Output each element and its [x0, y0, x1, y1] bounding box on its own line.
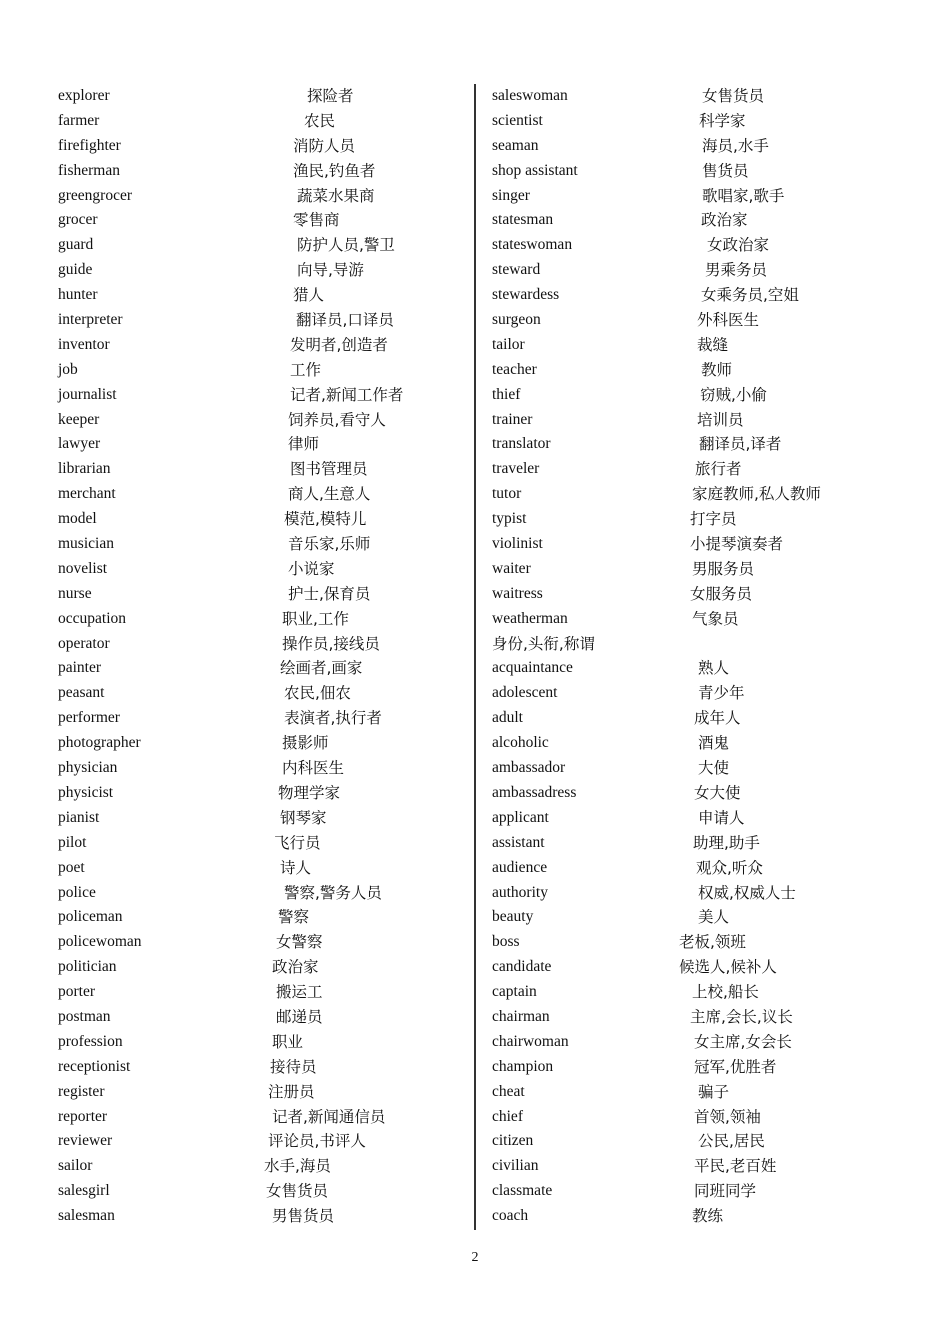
chinese-translation: 女服务员	[690, 584, 753, 603]
vocab-row	[58, 258, 468, 283]
chinese-translation: 男服务员	[692, 559, 755, 578]
english-term: adult	[492, 709, 523, 727]
vocab-row	[58, 507, 468, 532]
chinese-translation: 零售商	[293, 211, 340, 230]
english-term: job	[58, 360, 78, 378]
vocab-row	[492, 233, 892, 258]
chinese-translation: 女售货员	[702, 87, 765, 105]
chinese-translation: 搬运工	[276, 983, 323, 1002]
chinese-translation: 培训员	[697, 410, 744, 429]
chinese-translation: 男乘务员	[705, 261, 768, 280]
vocab-row	[492, 507, 892, 532]
vocab-row	[492, 681, 892, 706]
vocab-row	[492, 482, 892, 507]
chinese-translation: 平民,老百姓	[694, 1157, 777, 1176]
english-term: policewoman	[58, 933, 142, 951]
english-term: stewardess	[492, 286, 560, 304]
chinese-translation: 翻译员,译者	[699, 435, 782, 454]
english-term: physicist	[58, 783, 114, 801]
chinese-translation: 内科医生	[282, 759, 345, 778]
vocab-row	[58, 109, 468, 134]
english-term: merchant	[58, 485, 116, 503]
english-term: occupation	[58, 609, 127, 627]
english-term: nurse	[58, 584, 92, 602]
vocab-row	[492, 358, 892, 383]
english-term: performer	[58, 709, 120, 727]
vocab-row	[58, 283, 468, 308]
vocab-row	[58, 955, 468, 980]
vocab-row	[492, 1055, 892, 1080]
vocab-row	[492, 1129, 892, 1154]
english-term: pianist	[58, 808, 100, 826]
vocab-row	[492, 109, 892, 134]
english-term: lawyer	[58, 435, 101, 453]
chinese-translation: 记者,新闻工作者	[290, 385, 404, 404]
chinese-translation: 打字员	[690, 510, 737, 529]
english-term: candidate	[492, 958, 552, 976]
page-number: 2	[471, 1250, 479, 1265]
chinese-translation: 猎人	[293, 286, 325, 305]
english-term: porter	[58, 983, 96, 1001]
english-term: guide	[58, 261, 93, 279]
chinese-translation: 接待员	[270, 1057, 317, 1076]
english-term: poet	[58, 858, 85, 876]
vocab-row	[58, 159, 468, 184]
vocab-row	[492, 980, 892, 1005]
english-term: model	[58, 510, 97, 528]
vocab-row	[492, 1154, 892, 1179]
chinese-translation: 表演者,执行者	[284, 709, 382, 728]
english-term: librarian	[58, 460, 111, 478]
right-column	[492, 84, 892, 1229]
vocab-row	[58, 457, 468, 482]
english-term: cheat	[492, 1082, 525, 1100]
english-term: waitress	[492, 584, 543, 602]
chinese-translation: 骗子	[698, 1082, 730, 1101]
vocab-row	[58, 656, 468, 681]
vocab-row	[58, 607, 468, 632]
english-term: violinist	[492, 535, 543, 553]
english-term: grocer	[58, 211, 98, 229]
english-term: ambassadress	[492, 783, 577, 801]
english-term: pilot	[58, 833, 87, 851]
english-term: physician	[58, 759, 118, 777]
english-term: chairwoman	[492, 1032, 569, 1050]
chinese-translation: 女大使	[694, 783, 741, 802]
english-term: explorer	[58, 87, 110, 104]
chinese-translation: 商人,生意人	[288, 485, 371, 504]
vocab-row	[492, 756, 892, 781]
english-term: authority	[492, 883, 548, 901]
chinese-translation: 公民,居民	[698, 1132, 765, 1151]
english-term: chairman	[492, 1007, 550, 1025]
chinese-translation: 小说家	[288, 559, 335, 578]
vocab-row	[58, 881, 468, 906]
vocab-row	[492, 333, 892, 358]
chinese-translation: 记者,新闻通信员	[272, 1107, 386, 1126]
chinese-translation: 飞行员	[274, 833, 321, 852]
english-term: scientist	[492, 111, 543, 129]
vocab-row	[492, 532, 892, 557]
chinese-translation: 裁缝	[697, 335, 729, 354]
chinese-translation: 绘画者,画家	[280, 659, 363, 678]
chinese-translation: 权威,权威人士	[698, 883, 796, 902]
english-term: waiter	[492, 559, 531, 577]
vocab-row	[492, 781, 892, 806]
left-column	[58, 84, 468, 1229]
english-term: policeman	[58, 908, 123, 926]
english-term: applicant	[492, 808, 549, 826]
chinese-translation: 歌唱家,歌手	[702, 186, 785, 205]
vocab-row	[58, 383, 468, 408]
english-term: register	[58, 1082, 105, 1100]
chinese-translation: 探险者	[307, 87, 354, 105]
vocab-row	[492, 905, 892, 930]
vocab-row	[58, 482, 468, 507]
vocab-row	[58, 184, 468, 209]
chinese-translation: 首领,领袖	[694, 1107, 761, 1126]
chinese-translation: 女警察	[276, 933, 323, 952]
english-term: reviewer	[58, 1132, 113, 1150]
chinese-translation: 政治家	[701, 211, 748, 230]
vocab-row	[492, 731, 892, 756]
vocab-row	[492, 1080, 892, 1105]
chinese-translation: 诗人	[280, 858, 312, 877]
english-term: salesgirl	[58, 1182, 110, 1200]
vocab-row	[492, 1105, 892, 1130]
chinese-translation: 防护人员,警卫	[297, 236, 395, 255]
vocab-row	[58, 532, 468, 557]
vocab-row	[58, 582, 468, 607]
chinese-translation: 美人	[698, 908, 730, 927]
vocab-row	[58, 706, 468, 731]
chinese-translation: 操作员,接线员	[282, 634, 380, 653]
english-term: fisherman	[58, 161, 120, 179]
english-term: saleswoman	[492, 87, 568, 104]
english-term: hunter	[58, 286, 98, 304]
column-divider	[474, 84, 476, 1230]
english-term: surgeon	[492, 311, 541, 329]
vocab-row	[492, 134, 892, 159]
vocab-row	[58, 731, 468, 756]
chinese-translation: 警察,警务人员	[284, 883, 382, 902]
chinese-translation: 主席,会长,议长	[690, 1007, 793, 1026]
chinese-translation: 冠军,优胜者	[694, 1057, 777, 1076]
english-term: thief	[492, 385, 521, 403]
vocab-row	[492, 831, 892, 856]
english-term: citizen	[492, 1132, 534, 1150]
english-term: stateswoman	[492, 236, 573, 254]
vocab-row	[492, 283, 892, 308]
chinese-translation: 发明者,创造者	[290, 335, 388, 354]
english-term: musician	[58, 535, 114, 553]
vocab-row	[58, 358, 468, 383]
english-term: guard	[58, 236, 94, 254]
vocab-row	[58, 681, 468, 706]
chinese-translation: 女售货员	[266, 1182, 329, 1201]
chinese-translation: 工作	[290, 360, 322, 379]
vocab-row	[492, 806, 892, 831]
chinese-translation: 男售货员	[272, 1207, 335, 1226]
chinese-translation: 农民	[304, 111, 336, 130]
chinese-translation: 评论员,书评人	[268, 1132, 366, 1151]
vocab-row	[58, 831, 468, 856]
vocab-row	[58, 806, 468, 831]
chinese-translation: 窃贼,小偷	[700, 385, 767, 404]
vocab-row	[58, 308, 468, 333]
english-term: ambassador	[492, 759, 566, 777]
vocab-row	[492, 408, 892, 433]
chinese-translation: 律师	[288, 435, 320, 454]
chinese-translation: 教练	[692, 1207, 724, 1226]
vocab-row	[58, 333, 468, 358]
chinese-translation: 成年人	[694, 709, 741, 728]
english-term: shop assistant	[492, 161, 578, 179]
english-term: tailor	[492, 335, 525, 353]
chinese-translation: 钢琴家	[280, 808, 327, 827]
chinese-translation: 熟人	[698, 659, 730, 678]
english-term: translator	[492, 435, 551, 453]
english-term: sailor	[58, 1157, 93, 1175]
chinese-translation: 候选人,候补人	[679, 958, 777, 977]
vocab-row	[492, 1204, 892, 1229]
chinese-translation: 海员,水手	[702, 136, 769, 155]
vocab-row	[492, 930, 892, 955]
chinese-translation: 科学家	[699, 111, 746, 130]
chinese-translation: 邮递员	[276, 1007, 323, 1026]
vocab-row	[492, 159, 892, 184]
english-term: weatherman	[492, 609, 568, 627]
chinese-translation: 模范,模特儿	[284, 510, 367, 529]
english-term: interpreter	[58, 311, 123, 329]
vocab-row	[58, 1154, 468, 1179]
english-term: chief	[492, 1107, 523, 1125]
vocab-row	[58, 1179, 468, 1204]
vocab-row	[58, 756, 468, 781]
chinese-translation: 渔民,钓鱼者	[293, 161, 376, 180]
english-term: operator	[58, 634, 110, 652]
chinese-translation: 观众,听众	[696, 858, 763, 877]
vocab-row	[58, 557, 468, 582]
english-term: journalist	[58, 385, 117, 403]
english-term: boss	[492, 933, 520, 951]
vocab-row	[492, 84, 892, 109]
english-term: teacher	[492, 360, 537, 378]
english-term: photographer	[58, 734, 141, 752]
vocab-row	[492, 656, 892, 681]
section-header-row	[492, 632, 892, 657]
vocab-row	[492, 706, 892, 731]
chinese-translation: 女政治家	[707, 236, 770, 255]
chinese-translation: 酒鬼	[698, 734, 730, 753]
english-term: trainer	[492, 410, 533, 428]
vocab-row	[492, 308, 892, 333]
english-term: politician	[58, 958, 117, 976]
chinese-translation: 摄影师	[282, 734, 329, 753]
vocab-row	[58, 930, 468, 955]
english-term: civilian	[492, 1157, 539, 1175]
vocab-row	[58, 905, 468, 930]
chinese-translation: 同班同学	[694, 1182, 757, 1201]
vocab-row	[492, 881, 892, 906]
english-term: adolescent	[492, 684, 558, 702]
chinese-translation: 物理学家	[278, 783, 341, 802]
vocab-row	[58, 781, 468, 806]
english-term: reporter	[58, 1107, 108, 1125]
chinese-translation: 护士,保育员	[288, 584, 371, 603]
english-term: captain	[492, 983, 537, 1001]
chinese-translation: 职业	[272, 1032, 304, 1051]
vocab-row	[58, 1080, 468, 1105]
vocab-row	[492, 208, 892, 233]
chinese-translation: 老板,领班	[679, 933, 746, 952]
english-term: tutor	[492, 485, 522, 503]
english-term: audience	[492, 858, 548, 876]
chinese-translation: 旅行者	[695, 460, 742, 479]
section-header: 身份,头衔,称谓	[492, 634, 595, 653]
vocab-row	[492, 582, 892, 607]
chinese-translation: 女乘务员,空姐	[701, 286, 799, 305]
english-term: assistant	[492, 833, 545, 851]
vocab-row	[58, 1105, 468, 1130]
vocab-row	[58, 1030, 468, 1055]
chinese-translation: 饲养员,看守人	[288, 410, 386, 429]
english-term: statesman	[492, 211, 554, 229]
english-term: traveler	[492, 460, 540, 478]
chinese-translation: 售货员	[702, 161, 749, 180]
english-term: police	[58, 883, 96, 901]
chinese-translation: 图书管理员	[290, 460, 368, 479]
chinese-translation: 青少年	[698, 684, 745, 703]
vocab-row	[58, 432, 468, 457]
chinese-translation: 向导,导游	[297, 261, 364, 280]
english-term: peasant	[58, 684, 105, 702]
chinese-translation: 外科医生	[697, 311, 760, 330]
english-term: firefighter	[58, 136, 121, 154]
vocab-row	[492, 607, 892, 632]
chinese-translation: 教师	[701, 360, 733, 379]
chinese-translation: 农民,佃农	[284, 684, 351, 703]
vocab-row	[492, 955, 892, 980]
vocab-row	[492, 1005, 892, 1030]
chinese-translation: 小提琴演奏者	[690, 535, 784, 554]
english-term: profession	[58, 1032, 123, 1050]
english-term: typist	[492, 510, 527, 528]
english-term: painter	[58, 659, 102, 677]
english-term: seaman	[492, 136, 539, 154]
vocab-row	[58, 208, 468, 233]
chinese-translation: 蔬菜水果商	[297, 186, 375, 205]
chinese-translation: 女主席,女会长	[694, 1032, 792, 1051]
chinese-translation: 助理,助手	[693, 833, 760, 852]
vocab-row	[492, 557, 892, 582]
vocab-row	[58, 233, 468, 258]
english-term: farmer	[58, 111, 100, 129]
chinese-translation: 翻译员,口译员	[296, 311, 394, 330]
english-term: coach	[492, 1207, 529, 1225]
vocab-row	[58, 1204, 468, 1229]
chinese-translation: 气象员	[692, 609, 739, 628]
chinese-translation: 注册员	[268, 1082, 315, 1101]
vocab-row	[58, 1055, 468, 1080]
vocab-row	[492, 383, 892, 408]
chinese-translation: 上校,船长	[692, 983, 759, 1002]
vocab-row	[58, 1005, 468, 1030]
english-term: inventor	[58, 335, 110, 353]
vocab-row	[492, 1030, 892, 1055]
chinese-translation: 职业,工作	[282, 609, 349, 628]
vocab-row	[58, 408, 468, 433]
english-term: receptionist	[58, 1057, 131, 1075]
chinese-translation: 申请人	[698, 808, 745, 827]
english-term: acquaintance	[492, 659, 573, 677]
chinese-translation: 音乐家,乐师	[288, 535, 371, 554]
vocab-row	[492, 258, 892, 283]
vocab-row	[492, 856, 892, 881]
chinese-translation: 大使	[698, 759, 730, 778]
vocab-row	[58, 84, 468, 109]
english-term: salesman	[58, 1207, 115, 1225]
vocab-row	[58, 1129, 468, 1154]
chinese-translation: 警察	[278, 908, 310, 927]
vocab-row	[492, 1179, 892, 1204]
vocab-row	[492, 457, 892, 482]
english-term: alcoholic	[492, 734, 549, 752]
vocab-row	[58, 632, 468, 657]
vocab-row	[58, 856, 468, 881]
english-term: postman	[58, 1007, 111, 1025]
vocab-row	[492, 184, 892, 209]
english-term: steward	[492, 261, 541, 279]
english-term: greengrocer	[58, 186, 133, 204]
english-term: novelist	[58, 559, 108, 577]
vocab-row	[58, 980, 468, 1005]
english-term: classmate	[492, 1182, 553, 1200]
english-term: champion	[492, 1057, 554, 1075]
english-term: beauty	[492, 908, 534, 926]
chinese-translation: 家庭教师,私人教师	[692, 485, 821, 504]
english-term: keeper	[58, 410, 100, 428]
vocab-row	[492, 432, 892, 457]
chinese-translation: 政治家	[272, 958, 319, 977]
vocab-row	[58, 134, 468, 159]
chinese-translation: 消防人员	[293, 136, 356, 155]
chinese-translation: 水手,海员	[264, 1157, 331, 1176]
english-term: singer	[492, 186, 530, 204]
